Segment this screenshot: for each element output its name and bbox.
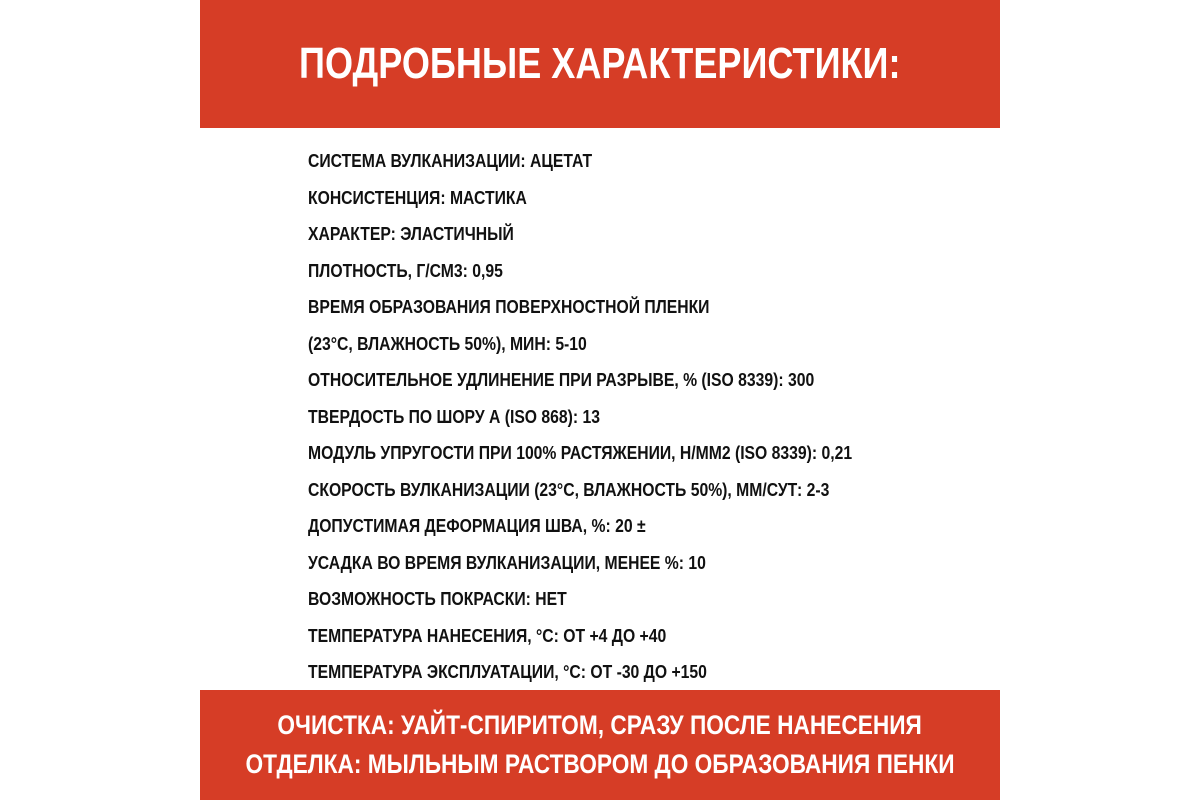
spec-application-temperature: ТЕМПЕРАТУРА НАНЕСЕНИЯ, °С: ОТ +4 ДО +40	[308, 624, 667, 646]
spec-list	[308, 143, 988, 691]
page-title: ПОДРОБНЫЕ ХАРАКТЕРИСТИКИ:	[299, 39, 901, 88]
spec-cure-speed: СКОРОСТЬ ВУЛКАНИЗАЦИИ (23°С, ВЛАЖНОСТЬ 50%), ММ/СУТ: 2-3	[308, 478, 830, 500]
spec-vulcanization-system: СИСТЕМА ВУЛКАНИЗАЦИИ: АЦЕТАТ	[308, 150, 593, 171]
spec-shrinkage: УСАДКА ВО ВРЕМЯ ВУЛКАНИЗАЦИИ, МЕНЕЕ %: 10	[308, 551, 706, 573]
header-band	[200, 0, 1000, 128]
spec-modulus: МОДУЛЬ УПРУГОСТИ ПРИ 100% РАСТЯЖЕНИИ, Н/ММ2 (ISO 8339): 0,21	[308, 442, 853, 463]
spec-shore-hardness: ТВЕРДОСТЬ ПО ШОРУ А (ISO 868): 13	[308, 405, 600, 427]
spec-service-temperature: ТЕМПЕРАТУРА ЭКСПЛУАТАЦИИ, °С: ОТ -30 ДО +150	[308, 661, 707, 682]
spec-joint-deformation: ДОПУСТИМАЯ ДЕФОРМАЦИЯ ШВА, %: 20 ±	[308, 515, 646, 536]
spec-skin-time-value: (23°С, ВЛАЖНОСТЬ 50%), МИН: 5-10	[308, 332, 587, 354]
spec-consistency: КОНСИСТЕНЦИЯ: МАСТИКА	[308, 186, 527, 208]
spec-card	[200, 0, 1000, 800]
spec-skin-time-label: ВРЕМЯ ОБРАЗОВАНИЯ ПОВЕРХНОСТНОЙ ПЛЕНКИ	[308, 296, 710, 317]
spec-elongation: ОТНОСИТЕЛЬНОЕ УДЛИНЕНИЕ ПРИ РАЗРЫВЕ, % (ISO 8339): 300	[308, 369, 815, 390]
spec-paintability: ВОЗМОЖНОСТЬ ПОКРАСКИ: НЕТ	[308, 588, 567, 609]
footer-band	[200, 690, 1000, 800]
footer-cleaning: ОЧИСТКА: УАЙТ-СПИРИТОМ, СРАЗУ ПОСЛЕ НАНЕСЕНИЯ	[277, 710, 923, 740]
spec-character: ХАРАКТЕР: ЭЛАСТИЧНЫЙ	[308, 223, 514, 244]
spec-density: ПЛОТНОСТЬ, Г/СМ3: 0,95	[308, 259, 503, 281]
footer-finishing: ОТДЕЛКА: МЫЛЬНЫМ РАСТВОРОМ ДО ОБРАЗОВАНИЯ ПЕНКИ	[245, 749, 955, 779]
